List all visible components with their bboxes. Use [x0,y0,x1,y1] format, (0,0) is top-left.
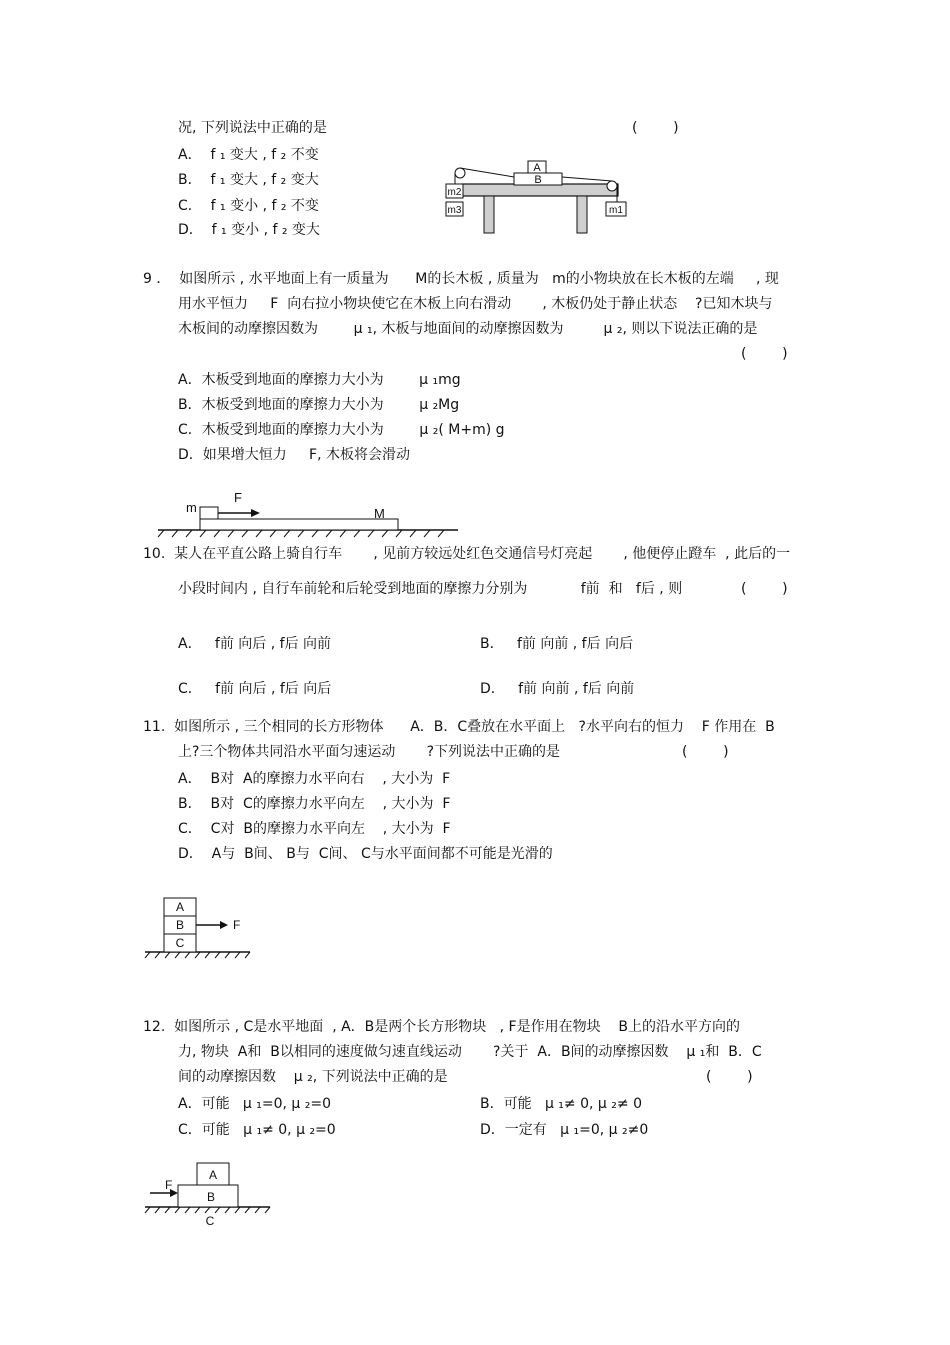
q11-option-d: D． A与 B间、 B与 C间、 C与水平面间都不可能是光滑的 [178,846,553,862]
q10-option-b: B． f前 向前 , f后 向后 [480,636,634,652]
label-m3: m3 [447,205,462,216]
q8-option-c: C． f ₁ 变小 , f ₂ 不变 [178,198,319,214]
label-a: A [533,162,541,174]
q11-option-b: B． B对 C的摩擦力水平向左 , 大小为 F [178,796,451,812]
q8-option-b: B． f ₁ 变大 , f ₂ 变大 [178,172,319,188]
label-f: F [165,1178,173,1192]
q10-option-a: A． f前 向后 , f后 向前 [178,636,332,652]
force-arrow-head-icon [220,921,228,929]
label-b: B [175,918,185,932]
small-block-m [200,507,218,519]
q12-option-d: D．一定有 μ ₁=0, μ ₂≠0 [480,1122,649,1138]
q9-option-d: D．如果增大恒力 F, 木板将会滑动 [178,447,410,463]
ground-hatching [158,530,444,537]
left-string [460,168,514,177]
q8-option-d: D． f ₁ 变小 , f ₂ 变大 [178,222,320,238]
left-pulley-icon [455,168,465,178]
q10-stem-line-2: 小段时间内 , 自行车前轮和后轮受到地面的摩擦力分别为 f前 和 f后 , 则 [178,581,683,597]
ground-hatching [145,1207,270,1213]
label-c: C [205,1214,215,1228]
q9-answer-paren: ( ) [741,346,788,362]
q11-stacked-blocks-figure [140,890,260,965]
q10-answer-paren: ( ) [741,581,788,597]
table-leg-left [484,196,494,233]
long-board-m [200,519,398,530]
q9-option-b: B．木板受到地面的摩擦力大小为 μ ₂Mg [178,397,460,413]
q12-stem-line-3: 间的动摩擦因数 μ ₂, 下列说法中正确的是 [178,1069,448,1085]
q10-option-d: D． f前 向前 , f后 向前 [480,681,635,697]
q11-answer-paren: ( ) [682,744,729,760]
q8-stem-tail: 况, 下列说法中正确的是 [178,120,327,136]
label-b: B [206,1190,216,1204]
force-arrow-head-icon [251,509,260,517]
q8-pulley-table-figure [440,155,630,240]
table-leg-right [577,196,587,233]
ground-hatching [145,952,250,958]
q11-option-a: A． B对 A的摩擦力水平向右 , 大小为 F [178,771,451,787]
q10-option-c: C． f前 向后 , f后 向后 [178,681,332,697]
q11-option-c: C． C对 B的摩擦力水平向左 , 大小为 F [178,821,451,837]
label-f: F [234,490,242,505]
label-big-m: M [374,506,385,521]
q9-stem-line-2: 用水平恒力 F 向右拉小物块使它在木板上向右滑动 , 木板仍处于静止状态 ?已知木块与 [178,296,773,312]
q12-stem-line-1: 12. 如图所示 , C是水平地面 , A．B是两个长方形物块 , F是作用在物块 B上的沿水平方向的 [143,1019,740,1035]
right-string [562,177,612,181]
q9-board-figure [150,485,465,540]
q12-option-c: C．可能 μ ₁≠ 0, μ ₂=0 [178,1122,336,1138]
q12-option-b: B．可能 μ ₁≠ 0, μ ₂≠ 0 [480,1096,642,1112]
q9-stem-line-1: 9 ． 如图所示 , 水平地面上有一质量为 M的长木板 , 质量为 m的小物块放在长木板的左端 , 现 [143,271,779,287]
q12-answer-paren: ( ) [706,1069,753,1085]
q11-stem-line-1: 11. 如图所示 , 三个相同的长方形物体 A．B．C叠放在水平面上 ?水平向右的恒力 F 作用在 B [143,719,775,735]
label-m: m [186,500,197,515]
q12-stem-line-2: 力, 物块 A和 B以相同的速度做匀速直线运动 ?关于 A．B间的动摩擦因数 μ ₁和 B．C [178,1044,762,1060]
label-f: F [233,918,241,932]
label-m2: m2 [447,187,462,198]
label-c: C [175,936,185,950]
q10-stem-line-1: 10. 某人在平直公路上骑自行车 , 见前方较远处红色交通信号灯亮起 , 他便停止蹬车 , 此后的一 [143,546,791,562]
q8-option-a: A． f ₁ 变大 , f ₂ 不变 [178,147,319,163]
label-a: A [175,900,185,914]
q12-blocks-on-ground-figure [140,1155,275,1230]
q8-answer-paren: ( ) [632,120,679,136]
label-m1: m1 [609,205,623,216]
q9-option-a: A．木板受到地面的摩擦力大小为 μ ₁mg [178,372,461,388]
right-pulley-icon [607,181,617,191]
q9-option-c: C．木板受到地面的摩擦力大小为 μ ₂( M+m) g [178,422,505,438]
q12-option-a: A．可能 μ ₁=0, μ ₂=0 [178,1096,332,1112]
q9-stem-line-3: 木板间的动摩擦因数为 μ ₁, 木板与地面间的动摩擦因数为 μ ₂, 则以下说法正确的是 [178,321,758,337]
label-a: A [208,1168,218,1182]
q11-stem-line-2: 上?三个物体共同沿水平面匀速运动 ?下列说法中正确的是 [178,744,561,760]
label-b: B [534,174,542,186]
